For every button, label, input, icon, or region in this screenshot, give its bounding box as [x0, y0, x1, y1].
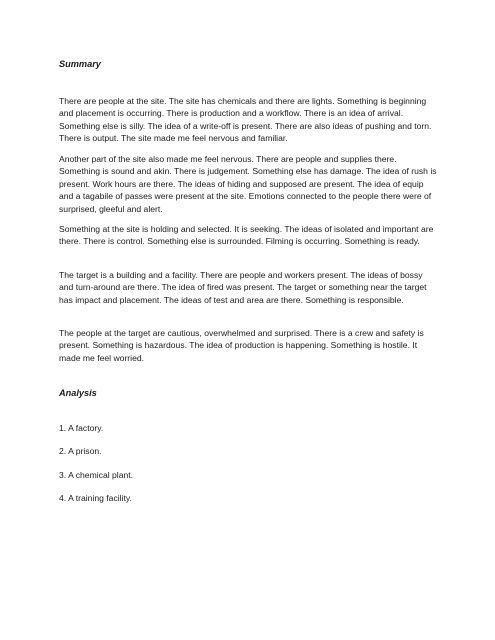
analysis-list-item: 1. A factory. — [59, 423, 104, 433]
summary-paragraph-3: Something at the site is holding and selected. It is seeking. The ideas of isolated and important are there. There is control. Something else is surrounded. Filming is occurring. Something is ready. — [59, 224, 434, 247]
summary-heading: Summary — [59, 59, 101, 69]
analysis-list-item: 4. A training facility. — [59, 493, 132, 503]
summary-paragraph-1: There are people at the site. The site has chemicals and there are lights. Something is beginning and placement is occurring. There is production and a workflow. There is an idea of arrival. Something else is silly. The idea of a write-off is present. There are also ideas of pushing and torn. There is output. The site made me feel nervous and familiar. — [59, 96, 432, 144]
analysis-list-item: 3. A chemical plant. — [59, 470, 134, 480]
summary-paragraph-2: Another part of the site also made me feel nervous. There are people and supplies there. Something is sound and akin. There is judgement. Something else has damage. The idea of rush is present. Work hours are there. The ideas of hiding and supposed are present. The idea of equip and a tagabile of passes were present at the site. Emotions connected to the people there were of surprised, gleeful and alert. — [59, 154, 437, 214]
analysis-heading: Analysis — [59, 388, 97, 398]
summary-paragraph-5: The people at the target are cautious, overwhelmed and surprised. There is a crew and safety is present. Something is hazardous. The idea of production is happening. Something is hostile. It made me feel worried. — [59, 328, 424, 363]
analysis-list-item: 2. A prison. — [59, 446, 102, 456]
summary-paragraph-4: The target is a building and a facility. There are people and workers present. The ideas of bossy and turn-around are there. The idea of fired was present. The target or something near the target has impact and placement. The ideas of test and area are there. Something is responsible. — [59, 270, 427, 305]
